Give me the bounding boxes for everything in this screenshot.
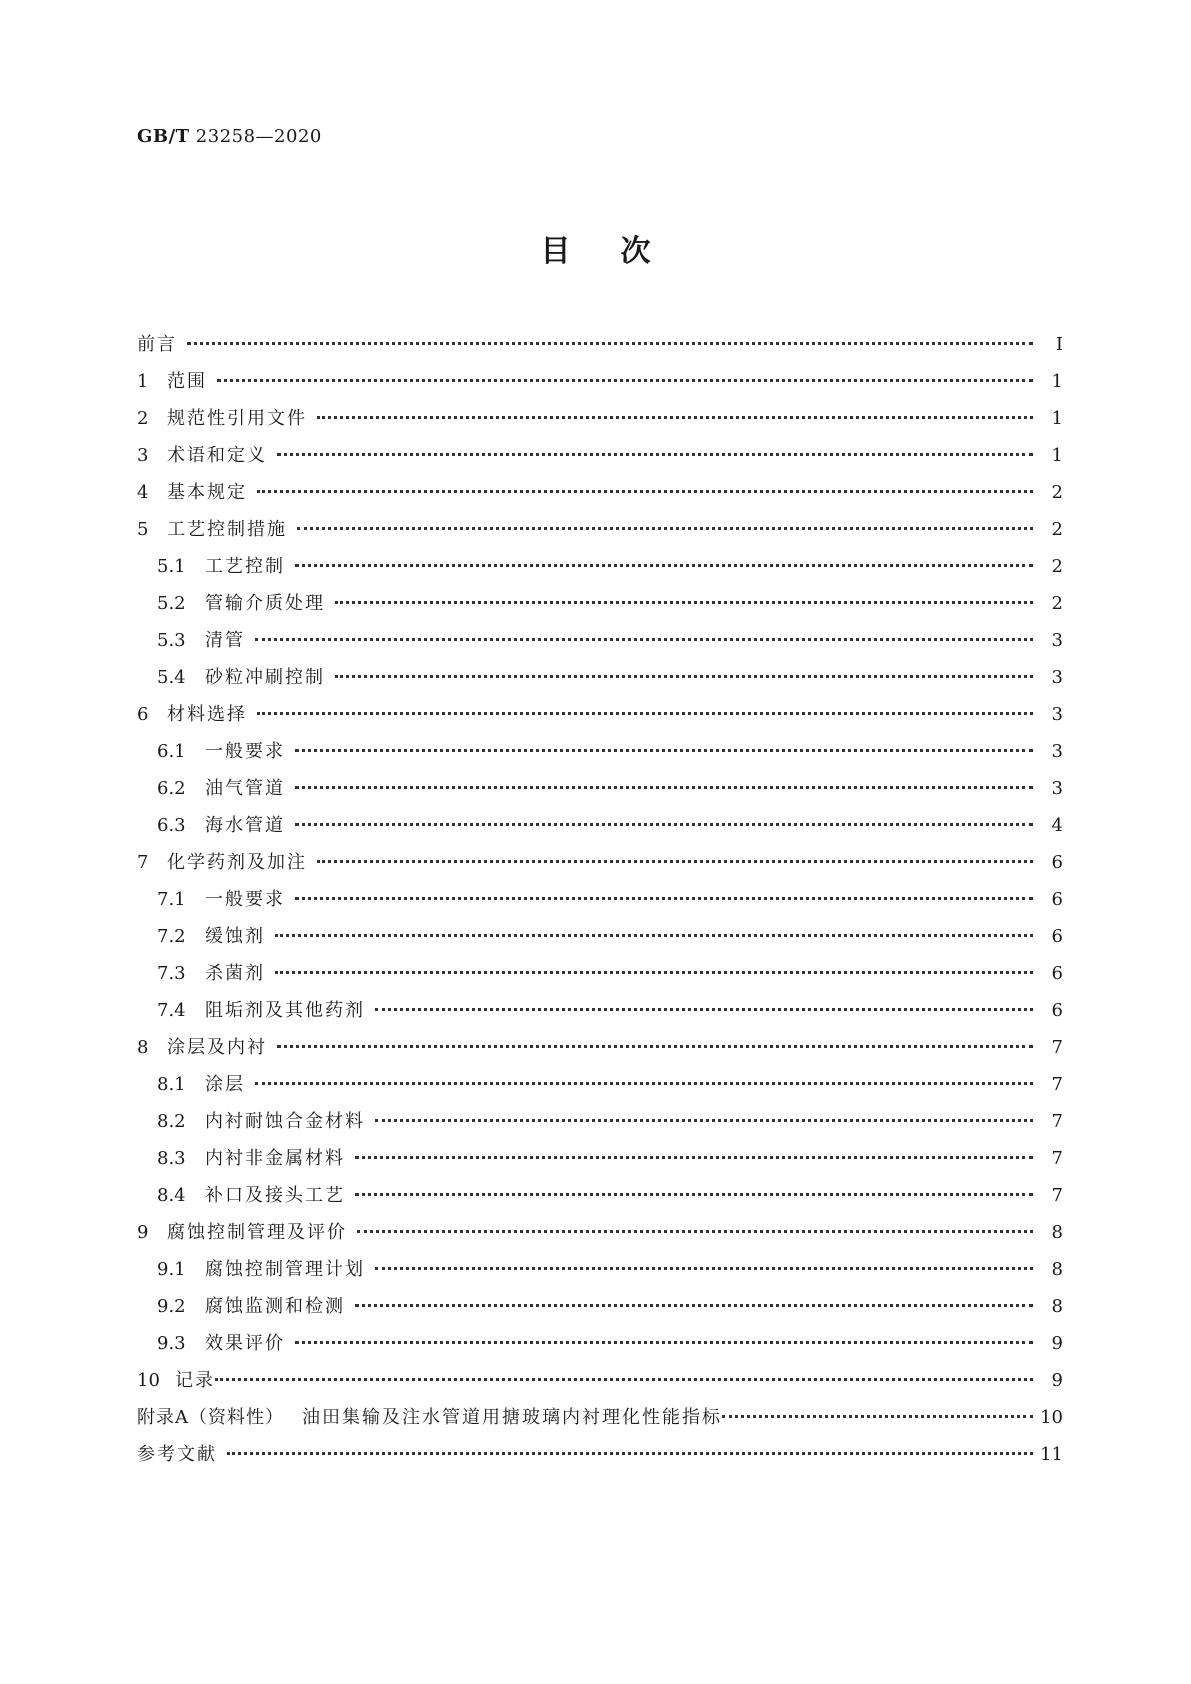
toc-entry-label: 缓蚀剂 xyxy=(205,926,265,947)
dot-leader xyxy=(255,1082,1033,1085)
toc-entry-7-3[interactable] xyxy=(137,955,1063,992)
standard-number: 23258—2020 xyxy=(195,126,322,147)
dot-leader xyxy=(335,675,1033,678)
dot-leader xyxy=(722,1415,1033,1418)
toc-entry-number: 4 xyxy=(137,482,149,503)
toc-entry-label: 阻垢剂及其他药剂 xyxy=(205,1000,365,1021)
dot-leader xyxy=(297,527,1033,530)
toc-entry-page: 9 xyxy=(1051,1370,1063,1391)
toc-entry-3[interactable] xyxy=(137,437,1063,474)
toc-entry-number: 5.2 xyxy=(157,593,186,614)
dot-leader xyxy=(335,601,1033,604)
dot-leader xyxy=(357,1230,1033,1233)
toc-entry-page: 3 xyxy=(1051,778,1063,799)
toc-entry-6-2[interactable] xyxy=(137,770,1063,807)
dot-leader xyxy=(275,971,1033,974)
toc-entry-page: 6 xyxy=(1051,889,1063,910)
dot-leader xyxy=(375,1008,1033,1011)
toc-entry-label: 工艺控制措施 xyxy=(167,519,287,540)
dot-leader xyxy=(275,934,1033,937)
toc-entry-page: 1 xyxy=(1051,371,1063,392)
toc-entry-number: 9.1 xyxy=(157,1259,186,1280)
standard-code xyxy=(137,126,322,147)
toc-entry-number: 7.3 xyxy=(157,963,186,984)
toc-entry-page: 3 xyxy=(1051,704,1063,725)
table-of-contents xyxy=(137,326,1063,1473)
toc-entry-page: 2 xyxy=(1051,482,1063,503)
toc-entry-number: 2 xyxy=(137,408,149,429)
toc-entry-label: 腐蚀控制管理及评价 xyxy=(167,1222,347,1243)
toc-entry-page: 7 xyxy=(1051,1037,1063,1058)
toc-entry-label: 腐蚀监测和检测 xyxy=(205,1296,345,1317)
toc-entry-number: 5.3 xyxy=(157,630,186,651)
toc-entry-foreword[interactable] xyxy=(137,326,1063,363)
dot-leader xyxy=(375,1119,1033,1122)
toc-entry-number: 8.4 xyxy=(157,1185,186,1206)
toc-entry-label: 涂层 xyxy=(205,1074,245,1095)
toc-entry-page: 2 xyxy=(1051,593,1063,614)
dot-leader xyxy=(257,712,1033,715)
toc-entry-number: 8 xyxy=(137,1037,149,1058)
toc-entry-number: 9.2 xyxy=(157,1296,186,1317)
toc-entry-page: 4 xyxy=(1051,815,1063,836)
toc-entry-label: 术语和定义 xyxy=(167,445,267,466)
toc-entry-label: 范围 xyxy=(167,371,207,392)
toc-entry-label: 清管 xyxy=(205,630,245,651)
toc-entry-page: 1 xyxy=(1051,445,1063,466)
toc-entry-label: 油气管道 xyxy=(205,778,285,799)
dot-leader xyxy=(295,749,1033,752)
toc-entry-number: 6.3 xyxy=(157,815,186,836)
toc-entry-appendix-a[interactable] xyxy=(137,1399,1063,1436)
toc-entry-page: 7 xyxy=(1051,1185,1063,1206)
toc-entry-label: 管输介质处理 xyxy=(205,593,325,614)
dot-leader xyxy=(375,1267,1033,1270)
toc-entry-6-3[interactable] xyxy=(137,807,1063,844)
dot-leader xyxy=(317,860,1033,863)
dot-leader xyxy=(355,1156,1033,1159)
toc-entry-label: 前言 xyxy=(137,334,177,355)
toc-entry-label: 油田集输及注水管道用搪玻璃内衬理化性能指标 xyxy=(302,1407,722,1428)
toc-entry-page: 6 xyxy=(1051,926,1063,947)
toc-entry-number: 5.4 xyxy=(157,667,186,688)
toc-entry-7-1[interactable] xyxy=(137,881,1063,918)
dot-leader xyxy=(295,564,1033,567)
toc-entry-number: 1 xyxy=(137,371,149,392)
toc-entry-8-1[interactable] xyxy=(137,1066,1063,1103)
dot-leader xyxy=(295,823,1033,826)
toc-entry-label: 砂粒冲刷控制 xyxy=(205,667,325,688)
toc-entry-page: 2 xyxy=(1051,556,1063,577)
toc-entry-label: 一般要求 xyxy=(205,741,285,762)
toc-entry-number: 附录A（资料性） xyxy=(137,1407,284,1428)
dot-leader xyxy=(257,490,1033,493)
toc-entry-label: 化学药剂及加注 xyxy=(167,852,307,873)
toc-entry-page: 11 xyxy=(1040,1444,1063,1465)
toc-entry-page: Ⅰ xyxy=(1055,334,1063,355)
dot-leader xyxy=(217,379,1033,382)
toc-entry-5-2[interactable] xyxy=(137,585,1063,622)
toc-entry-number: 7.2 xyxy=(157,926,186,947)
toc-entry-label: 内衬非金属材料 xyxy=(205,1148,345,1169)
toc-entry-page: 2 xyxy=(1051,519,1063,540)
dot-leader xyxy=(215,1378,1033,1381)
toc-entry-number: 7.1 xyxy=(157,889,186,910)
toc-entry-6[interactable] xyxy=(137,696,1063,733)
dot-leader xyxy=(295,897,1033,900)
dot-leader xyxy=(355,1193,1033,1196)
toc-entry-references[interactable] xyxy=(137,1436,1063,1473)
toc-entry-number: 8.1 xyxy=(157,1074,186,1095)
toc-entry-page: 3 xyxy=(1051,630,1063,651)
toc-entry-7[interactable] xyxy=(137,844,1063,881)
toc-entry-page: 7 xyxy=(1051,1111,1063,1132)
dot-leader xyxy=(227,1452,1033,1455)
toc-entry-label: 腐蚀控制管理计划 xyxy=(205,1259,365,1280)
toc-entry-6-1[interactable] xyxy=(137,733,1063,770)
standard-prefix: GB/T xyxy=(137,126,190,147)
toc-entry-page: 10 xyxy=(1040,1407,1063,1428)
toc-entry-page: 8 xyxy=(1051,1222,1063,1243)
toc-entry-label: 基本规定 xyxy=(167,482,247,503)
toc-entry-5-1[interactable] xyxy=(137,548,1063,585)
toc-entry-page: 8 xyxy=(1051,1259,1063,1280)
toc-entry-label: 材料选择 xyxy=(167,704,247,725)
toc-entry-label: 一般要求 xyxy=(205,889,285,910)
toc-entry-5-3[interactable] xyxy=(137,622,1063,659)
toc-entry-number: 7.4 xyxy=(157,1000,186,1021)
dot-leader xyxy=(187,342,1033,345)
toc-entry-label: 参考文献 xyxy=(137,1444,217,1465)
toc-entry-page: 6 xyxy=(1051,852,1063,873)
toc-entry-number: 6.2 xyxy=(157,778,186,799)
page-title: 目次 xyxy=(540,234,701,269)
toc-entry-label: 内衬耐蚀合金材料 xyxy=(205,1111,365,1132)
toc-entry-4[interactable] xyxy=(137,474,1063,511)
toc-entry-page: 8 xyxy=(1051,1296,1063,1317)
toc-entry-9-1[interactable] xyxy=(137,1251,1063,1288)
toc-entry-page: 7 xyxy=(1051,1074,1063,1095)
toc-entry-5-4[interactable] xyxy=(137,659,1063,696)
toc-entry-8-3[interactable] xyxy=(137,1140,1063,1177)
toc-entry-page: 1 xyxy=(1051,408,1063,429)
toc-entry-page: 9 xyxy=(1051,1333,1063,1354)
dot-leader xyxy=(295,786,1033,789)
dot-leader xyxy=(317,416,1033,419)
toc-entry-7-4[interactable] xyxy=(137,992,1063,1029)
dot-leader xyxy=(295,1341,1033,1344)
toc-entry-8-4[interactable] xyxy=(137,1177,1063,1214)
toc-entry-page: 3 xyxy=(1051,667,1063,688)
toc-entry-number: 8.3 xyxy=(157,1148,186,1169)
toc-entry-number: 6.1 xyxy=(157,741,186,762)
toc-entry-label: 海水管道 xyxy=(205,815,285,836)
toc-entry-page: 3 xyxy=(1051,741,1063,762)
toc-entry-page: 6 xyxy=(1051,963,1063,984)
toc-entry-label: 补口及接头工艺 xyxy=(205,1185,345,1206)
toc-entry-number: 9 xyxy=(137,1222,149,1243)
toc-entry-page: 7 xyxy=(1051,1148,1063,1169)
toc-entry-label: 工艺控制 xyxy=(205,556,285,577)
toc-entry-number: 5 xyxy=(137,519,149,540)
toc-entry-label: 效果评价 xyxy=(205,1333,285,1354)
toc-entry-9-3[interactable] xyxy=(137,1325,1063,1362)
toc-entry-number: 10 xyxy=(137,1370,160,1391)
toc-entry-10[interactable] xyxy=(137,1362,1063,1399)
toc-entry-number: 9.3 xyxy=(157,1333,186,1354)
toc-entry-number: 6 xyxy=(137,704,149,725)
dot-leader xyxy=(277,453,1033,456)
toc-entry-8-2[interactable] xyxy=(137,1103,1063,1140)
dot-leader xyxy=(355,1304,1033,1307)
toc-entry-7-2[interactable] xyxy=(137,918,1063,955)
toc-entry-8[interactable] xyxy=(137,1029,1063,1066)
toc-entry-page: 6 xyxy=(1051,1000,1063,1021)
toc-entry-number: 7 xyxy=(137,852,149,873)
toc-entry-number: 8.2 xyxy=(157,1111,186,1132)
toc-entry-label: 杀菌剂 xyxy=(205,963,265,984)
toc-entry-5[interactable] xyxy=(137,511,1063,548)
dot-leader xyxy=(277,1045,1033,1048)
toc-entry-label: 记录 xyxy=(175,1370,215,1391)
toc-entry-label: 涂层及内衬 xyxy=(167,1037,267,1058)
toc-entry-9-2[interactable] xyxy=(137,1288,1063,1325)
toc-entry-9[interactable] xyxy=(137,1214,1063,1251)
toc-entry-number: 3 xyxy=(137,445,149,466)
toc-entry-2[interactable] xyxy=(137,400,1063,437)
dot-leader xyxy=(255,638,1033,641)
toc-entry-number: 5.1 xyxy=(157,556,186,577)
toc-entry-1[interactable] xyxy=(137,363,1063,400)
toc-entry-label: 规范性引用文件 xyxy=(167,408,307,429)
